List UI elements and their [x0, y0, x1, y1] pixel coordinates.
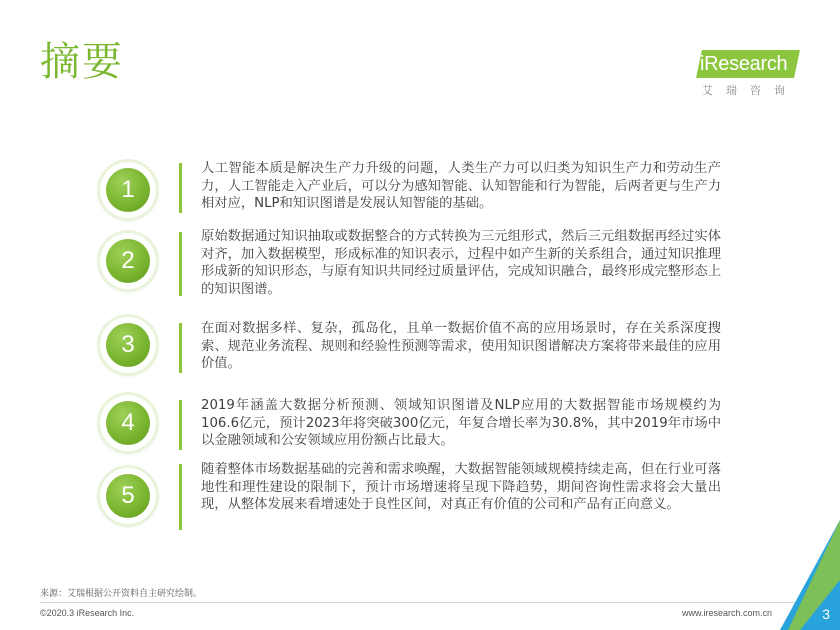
- divider-line: [179, 323, 182, 373]
- source-note: 来源：艾瑞根据公开资料自主研究绘制。: [40, 589, 203, 599]
- iresearch-logo: [694, 40, 804, 100]
- corner-decoration: [780, 520, 840, 630]
- page-number: 3: [822, 606, 830, 622]
- divider-line: [179, 400, 182, 450]
- footer-divider: [40, 602, 800, 603]
- summary-text: 原始数据通过知识抽取或数据整合的方式转换为三元组形式，然后三元组数据再经过实体对齐，加入数据模型，形成标准的知识表示，过程中如产生新的关系组合，通过知识推理形成新的知识形态，与原有知识共同经过质量评估，完成知识融合，最终形成完整形态上的知识图谱。: [201, 229, 721, 297]
- summary-text: 2019年涵盖大数据分析预测、领域知识图谱及NLP应用的大数据智能市场规模约为106.6亿元，预计2023年将突破300亿元，年复合增长率为30.8%，其中2019年市场中以金融领域和公安领域应用份额占比最大。: [201, 398, 721, 448]
- copyright-text: ©2020.3 iResearch Inc.: [40, 608, 135, 618]
- divider-line: [179, 464, 182, 530]
- number-badge: 2: [100, 233, 156, 289]
- summary-text: 人工智能本质是解决生产力升级的问题，人类生产力可以归类为知识生产力和劳动生产力，人工智能走入产业后，可以分为感知智能、认知智能和行为智能，后两者更与生产力相对应，NLP和知识图谱是发展认知智能的基础。: [201, 161, 721, 211]
- number-badge: 3: [100, 317, 156, 373]
- website-url: www.iresearch.com.cn: [681, 608, 772, 618]
- number-badge: 5: [100, 468, 156, 524]
- summary-text: 在面对数据多样、复杂，孤岛化，且单一数据价值不高的应用场景时，存在关系深度搜索、规范业务流程、规则和经验性预测等需求，使用知识图谱解决方案将带来最佳的应用价值。: [201, 321, 721, 371]
- logo-subtitle: 艾瑞咨询: [702, 84, 798, 97]
- page-title: 摘要: [40, 39, 124, 85]
- divider-line: [179, 163, 182, 213]
- divider-line: [179, 232, 182, 296]
- summary-text: 随着整体市场数据基础的完善和需求唤醒，大数据智能领域规模持续走高，但在行业可落地性和理性建设的限制下，预计市场增速将呈现下降趋势，期间咨询性需求将会大量出现，从整体发展来看增速处于良性区间，对真正有价值的公司和产品有正向意义。: [201, 462, 721, 512]
- logo-wordmark: iResearch: [700, 53, 788, 75]
- number-badge: 4: [100, 395, 156, 451]
- number-badge: 1: [100, 162, 156, 218]
